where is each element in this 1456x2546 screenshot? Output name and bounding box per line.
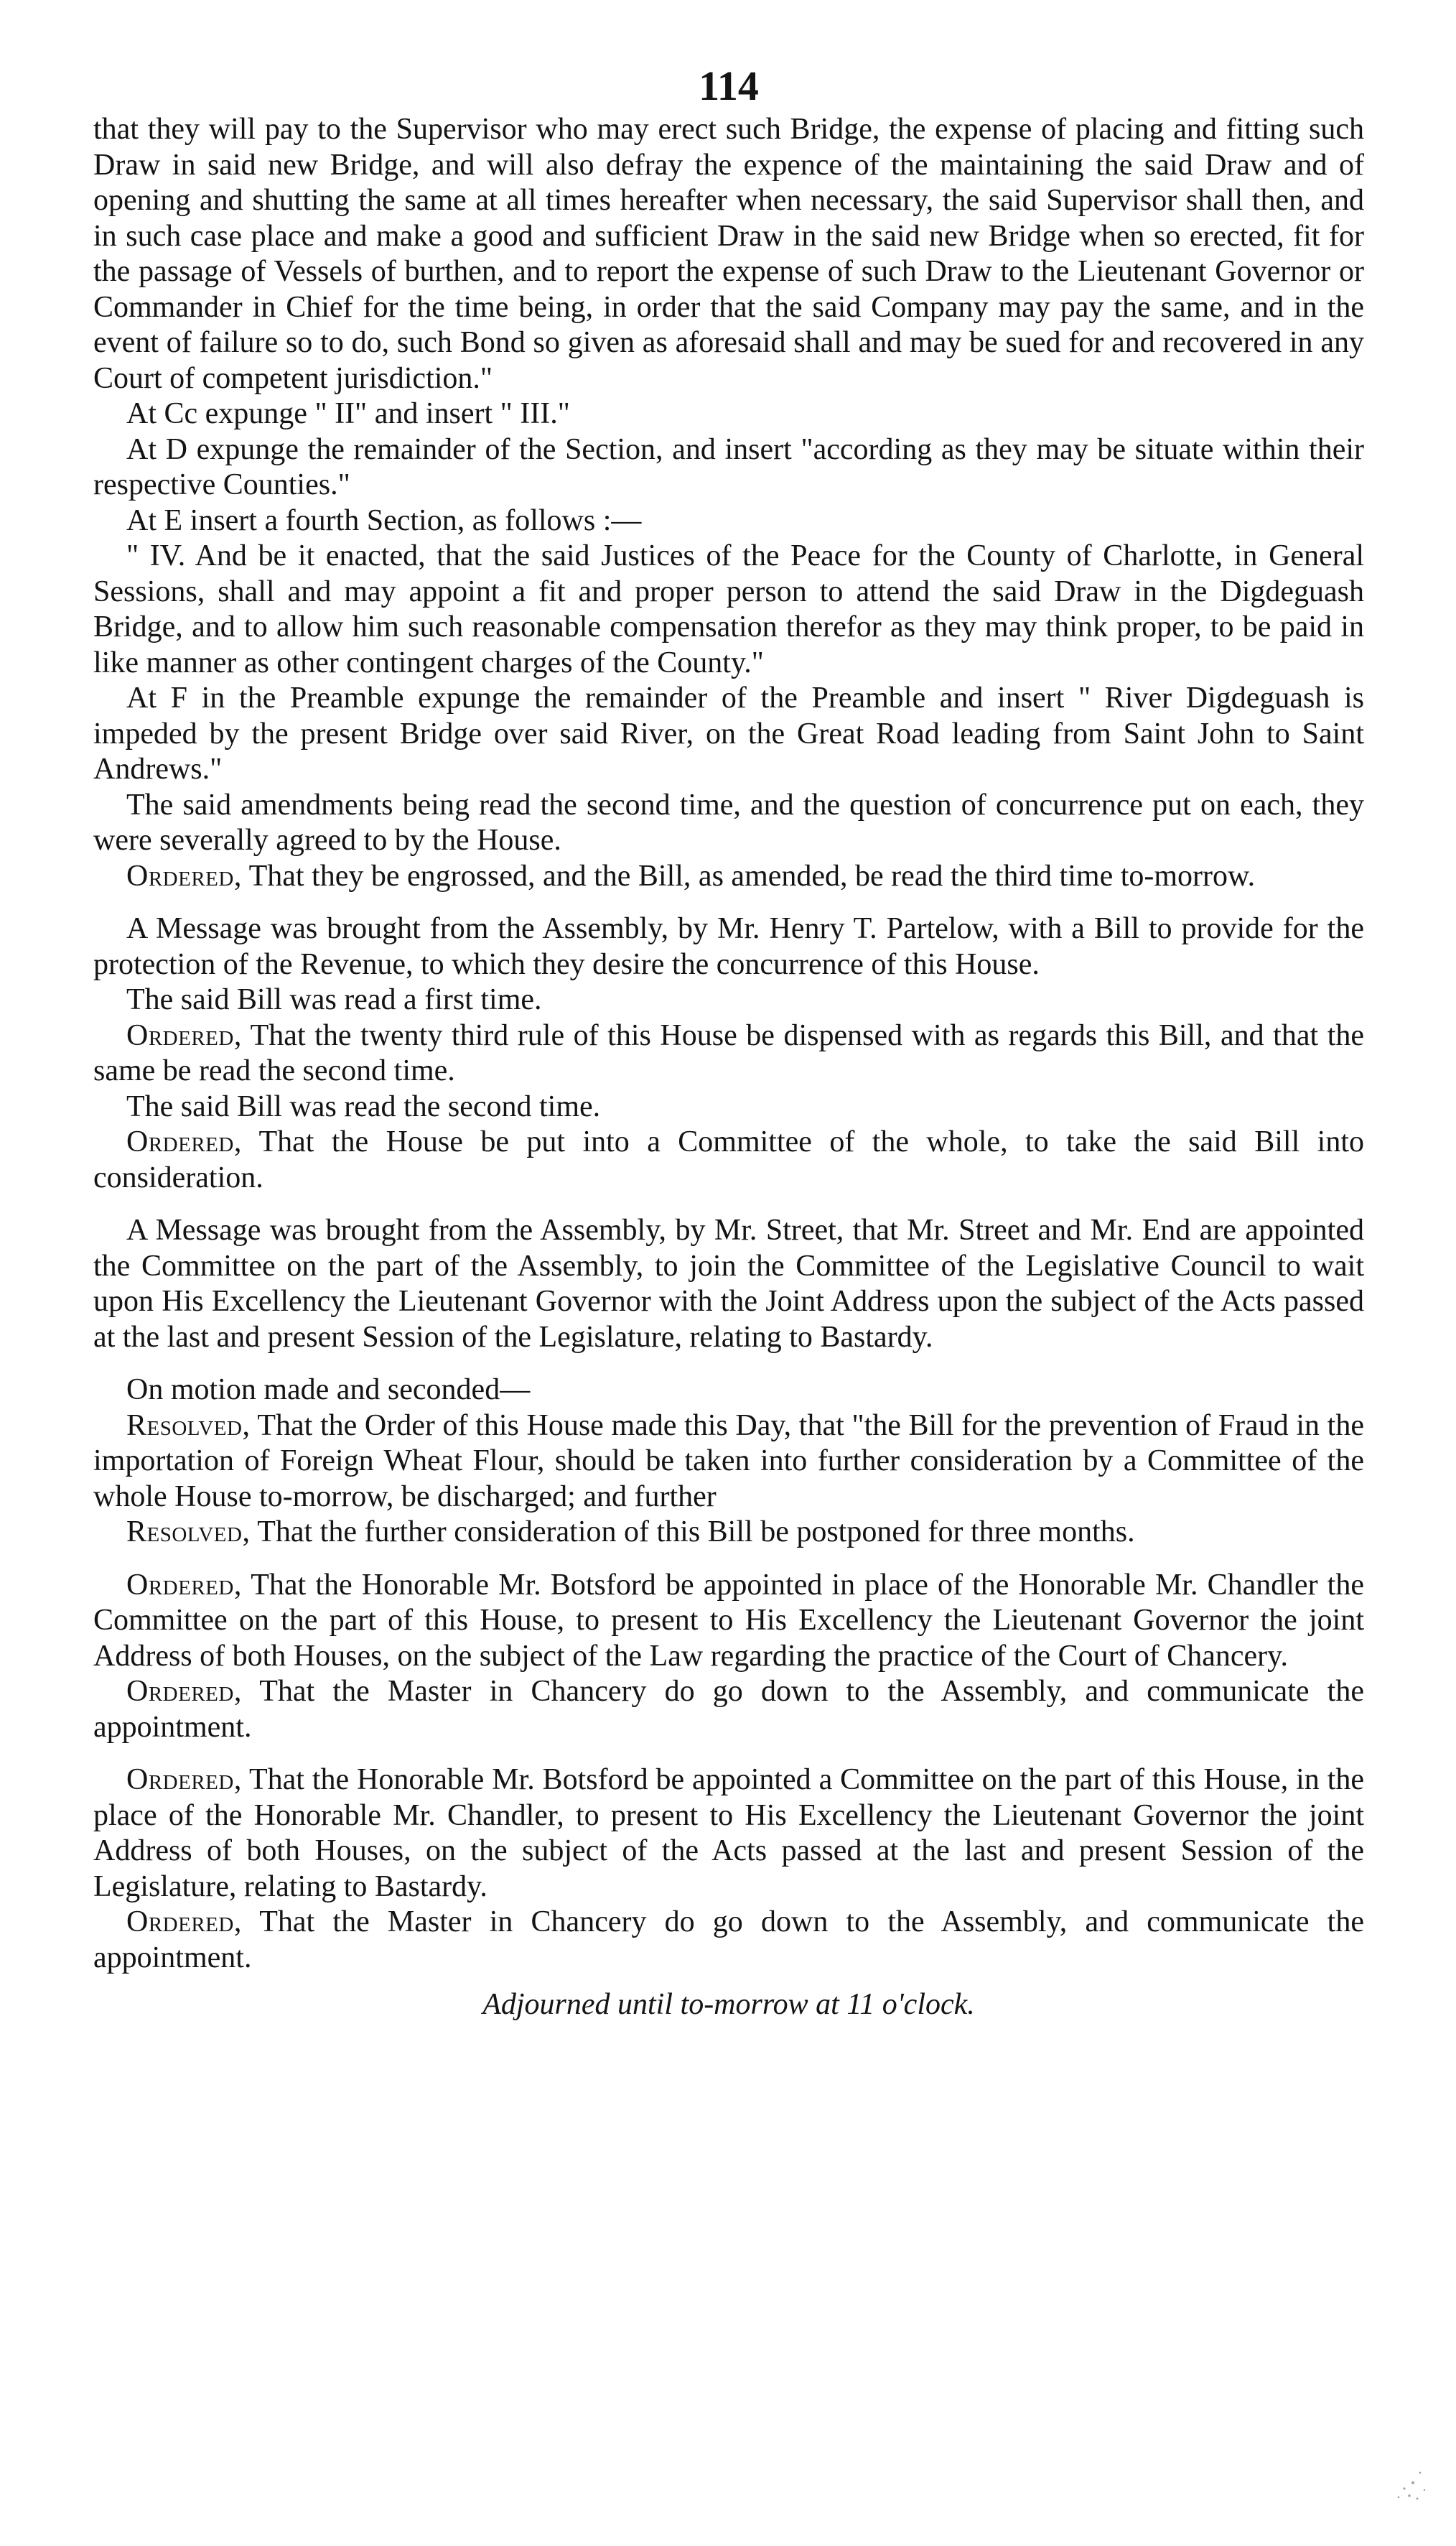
paragraph-amendment-e: At E insert a fourth Section, as follows :—: [126, 503, 642, 537]
paragraph-ordered-master-1: [93, 1674, 1364, 1745]
ordered-text: That they be engrossed, and the Bill, as amended, be read the third time to-morrow.: [241, 859, 1256, 893]
paragraph-amendment-f: At F in the Preamble expunge the remainder of the Preamble and insert " River Digdeguash is impeded by the present Bridge over said River, on the Great Road leading from Saint John to Saint Andrews.": [93, 682, 1364, 786]
paragraph-ordered-engrossed: [93, 859, 1364, 895]
ordered-lead: Ordered,: [126, 1125, 242, 1158]
paragraph-second-reading: The said Bill was read the second time.: [126, 1090, 601, 1123]
ordered-lead: Ordered,: [126, 859, 242, 893]
resolved-text: That the further consideration of this Bill be postponed for three months.: [250, 1515, 1135, 1548]
ordered-lead: Ordered,: [126, 1568, 242, 1602]
ordered-text: That the Master in Chancery do go down to the Assembly, and communicate the appointment.: [93, 1905, 1364, 1974]
paragraph-ordered-committee: [93, 1125, 1364, 1196]
ordered-lead: Ordered,: [126, 1905, 242, 1938]
paragraph-message-partelow: A Message was brought from the Assembly, by Mr. Henry T. Partelow, with a Bill to provide for the protection of the Revenue, to which they desire the concurrence of this House.: [93, 912, 1364, 981]
ordered-text: That the twenty third rule of this House be dispensed with as regards this Bill, and that the same be read the second time.: [93, 1018, 1364, 1087]
paragraph-ordered-chancery-committee: [93, 1568, 1364, 1675]
adjournment-line: Adjourned until to-morrow at 11 o'clock.: [482, 1988, 975, 2021]
ordered-text: That the Master in Chancery do go down to the Assembly, and communicate the appointment.: [93, 1675, 1364, 1744]
resolved-lead: Resolved,: [126, 1408, 251, 1442]
ordered-lead: Ordered,: [126, 1018, 242, 1052]
ordered-text: That the Honorable Mr. Botsford be appointed a Committee on the part of this House, in the place of the Honorable Mr. Chandler, to present to His Excellency the Lieutenant Governor the joint Address of both Houses, on the subject of the Acts passed at the last and present Session of the Legislature, relating to Bastardy.: [93, 1763, 1364, 1903]
ordered-text: That the House be put into a Committee of the whole, to take the said Bill into consideration.: [93, 1125, 1364, 1194]
paragraph-first-reading: The said Bill was read a first time.: [126, 983, 542, 1016]
paragraph-ordered-rule: [93, 1018, 1364, 1090]
paragraph-resolved-postpone: [93, 1515, 1364, 1551]
paragraph-amendment-d: At D expunge the remainder of the Section, and insert "according as they may be situate within their respective Counties.": [93, 432, 1364, 501]
paragraph-message-street: A Message was brought from the Assembly, by Mr. Street, that Mr. Street and Mr. End are appointed the Committee on the part of the Assembly, to join the Committee of the Legislative Council to wait upon His Excellency the Lieutenant Governor with the Joint Address upon the subject of the Acts passed at the last and present Session of the Legislature, relating to Bastardy.: [93, 1214, 1364, 1354]
paragraph-section-iv: " IV. And be it enacted, that the said Justices of the Peace for the County of Charlotte, in General Sessions, shall and may appoint a fit and proper person to attend the said Draw in the Digdeguash Bridge, and to allow him such reasonable compensation therefor as they may think proper, to be paid in like manner as other contingent charges of the County.": [93, 539, 1364, 679]
page-number: 114: [699, 62, 759, 109]
paragraph-ordered-bastardy-committee: [93, 1762, 1364, 1905]
paragraph-motion: On motion made and seconded—: [126, 1373, 531, 1406]
paragraph-continued-bond: that they will pay to the Supervisor who may erect such Bridge, the expense of placing and fitting such Draw in said new Bridge, and will also defray the expence of the maintaining the said Draw and of opening and shutting the same at all times hereafter when necessary, the said Supervisor shall then, and in such case place and make a good and sufficient Draw in the said new Bridge when so erected, fit for the passage of Vessels of burthen, and to report the expense of such Draw to the Lieutenant Governor or Commander in Chief for the time being, in order that the said Company may pay the same, and in the event of failure so to do, such Bond so given as aforesaid shall and may be sued for and recovered in any Court of competent jurisdiction.": [93, 113, 1364, 395]
resolved-lead: Resolved,: [126, 1515, 251, 1548]
ordered-text: That the Honorable Mr. Botsford be appointed in place of the Honorable Mr. Chandler the Committee on the part of this House, to present to His Excellency the Lieutenant Governor the joint Address of both Houses, on the subject of the Law regarding the practice of the Court of Chancery.: [93, 1568, 1364, 1673]
paragraph-amendment-cc: At Cc expunge " II" and insert " III.": [126, 397, 570, 430]
paragraph-amendments-read: The said amendments being read the second time, and the question of concurrence put on each, they were severally agreed to by the House.: [93, 788, 1364, 857]
paragraph-resolved-discharge: [93, 1408, 1364, 1515]
paragraph-ordered-master-2: [93, 1905, 1364, 1976]
resolved-text: That the Order of this House made this Day, that "the Bill for the prevention of Fraud in the importation of Foreign Wheat Flour, should be taken into further consideration by a Committee of the whole House to-morrow, be discharged; and further: [93, 1408, 1364, 1513]
ordered-lead: Ordered,: [126, 1675, 242, 1708]
ordered-lead: Ordered,: [126, 1763, 242, 1796]
corner-smudge: [1370, 2438, 1434, 2503]
journal-page: [93, 62, 1364, 2506]
